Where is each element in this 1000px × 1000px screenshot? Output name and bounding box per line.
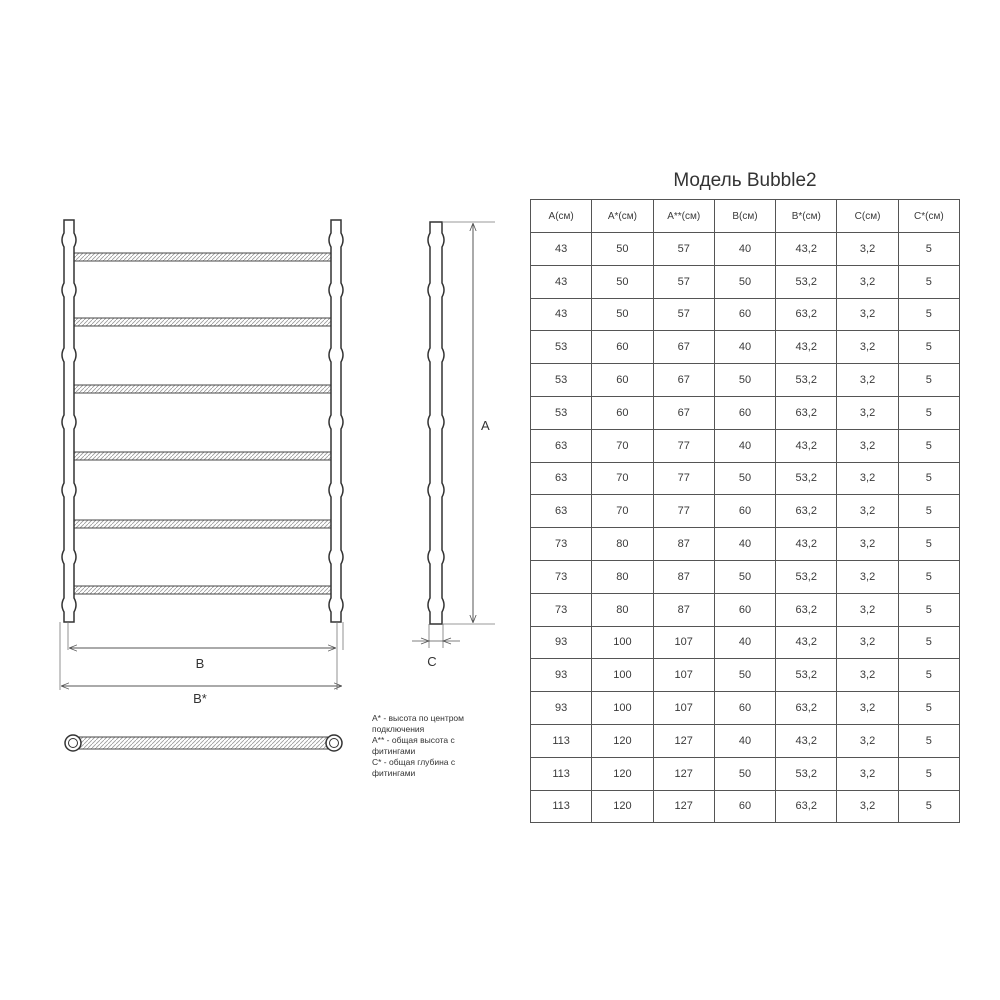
table-cell: 100 xyxy=(592,626,653,659)
front-view xyxy=(60,220,343,706)
table-cell: 3,2 xyxy=(837,462,898,495)
table-cell: 120 xyxy=(592,724,653,757)
table-cell: 3,2 xyxy=(837,528,898,561)
table-cell: 53 xyxy=(531,364,592,397)
table-cell: 63 xyxy=(531,495,592,528)
table-cell: 3,2 xyxy=(837,560,898,593)
side-rail xyxy=(428,222,444,624)
table-cell: 5 xyxy=(898,593,959,626)
table-cell: 93 xyxy=(531,659,592,692)
table-cell: 63,2 xyxy=(776,396,837,429)
table-cell: 43,2 xyxy=(776,626,837,659)
model-title: Модель Bubble2 xyxy=(673,170,817,191)
table-cell: 3,2 xyxy=(837,396,898,429)
table-cell: 53,2 xyxy=(776,560,837,593)
table-cell: 43 xyxy=(531,233,592,266)
table-row xyxy=(531,659,960,692)
header-a-double-star: A**(см) xyxy=(653,200,714,233)
dimension-b-star-label: B* xyxy=(193,691,207,706)
table-cell: 5 xyxy=(898,396,959,429)
table-cell: 50 xyxy=(714,265,775,298)
table-cell: 3,2 xyxy=(837,790,898,823)
table-cell: 50 xyxy=(592,265,653,298)
table-cell: 43,2 xyxy=(776,528,837,561)
table-cell: 100 xyxy=(592,692,653,725)
table-cell: 53,2 xyxy=(776,462,837,495)
table-cell: 67 xyxy=(653,331,714,364)
table-cell: 120 xyxy=(592,790,653,823)
table-cell: 70 xyxy=(592,495,653,528)
note-line: фитингами xyxy=(372,768,416,778)
table-cell: 53,2 xyxy=(776,364,837,397)
table-cell: 60 xyxy=(592,331,653,364)
table-row xyxy=(531,560,960,593)
table-cell: 3,2 xyxy=(837,626,898,659)
dimension-c-label: C xyxy=(427,654,437,669)
table-cell: 40 xyxy=(714,331,775,364)
table-cell: 40 xyxy=(714,528,775,561)
header-b-star: B*(см) xyxy=(776,200,837,233)
note-line: подключения xyxy=(372,724,425,734)
table-cell: 5 xyxy=(898,265,959,298)
table-cell: 3,2 xyxy=(837,298,898,331)
table-cell: 3,2 xyxy=(837,265,898,298)
table-cell: 5 xyxy=(898,626,959,659)
table-row xyxy=(531,265,960,298)
table-cell: 5 xyxy=(898,724,959,757)
table-cell: 5 xyxy=(898,495,959,528)
table-cell: 93 xyxy=(531,626,592,659)
table-cell: 67 xyxy=(653,364,714,397)
table-cell: 70 xyxy=(592,429,653,462)
table-cell: 63 xyxy=(531,429,592,462)
rung xyxy=(74,520,331,528)
table-cell: 50 xyxy=(592,298,653,331)
table-cell: 63,2 xyxy=(776,692,837,725)
table-cell: 5 xyxy=(898,462,959,495)
side-view xyxy=(412,222,495,669)
table-row xyxy=(531,462,960,495)
table-cell: 3,2 xyxy=(837,429,898,462)
left-rail xyxy=(62,220,76,622)
table-cell: 127 xyxy=(653,757,714,790)
table-cell: 60 xyxy=(714,790,775,823)
table-cell: 5 xyxy=(898,298,959,331)
table-cell: 60 xyxy=(592,364,653,397)
table-row xyxy=(531,331,960,364)
header-a-star: A*(см) xyxy=(592,200,653,233)
table-cell: 80 xyxy=(592,560,653,593)
table-row xyxy=(531,692,960,725)
table-row xyxy=(531,364,960,397)
top-view xyxy=(65,735,342,751)
table-row xyxy=(531,757,960,790)
table-cell: 50 xyxy=(714,757,775,790)
table-cell: 113 xyxy=(531,757,592,790)
table-cell: 80 xyxy=(592,593,653,626)
table-cell: 63,2 xyxy=(776,790,837,823)
rung xyxy=(74,385,331,393)
note-line: A* - высота по центром xyxy=(372,713,465,723)
note-line: фитингами xyxy=(372,746,416,756)
table-row xyxy=(531,233,960,266)
table-cell: 57 xyxy=(653,265,714,298)
table-cell: 3,2 xyxy=(837,659,898,692)
table-cell: 63,2 xyxy=(776,495,837,528)
table-cell: 5 xyxy=(898,233,959,266)
table-cell: 5 xyxy=(898,364,959,397)
table-cell: 67 xyxy=(653,396,714,429)
table-cell: 5 xyxy=(898,560,959,593)
table-cell: 40 xyxy=(714,233,775,266)
table-cell: 5 xyxy=(898,528,959,561)
table-row xyxy=(531,593,960,626)
dimensions-table xyxy=(530,199,960,823)
table-cell: 127 xyxy=(653,790,714,823)
table-cell: 43,2 xyxy=(776,233,837,266)
table-cell: 50 xyxy=(714,560,775,593)
table-cell: 3,2 xyxy=(837,692,898,725)
table-cell: 120 xyxy=(592,757,653,790)
table-cell: 77 xyxy=(653,495,714,528)
table-cell: 57 xyxy=(653,233,714,266)
table-cell: 43,2 xyxy=(776,724,837,757)
table-cell: 40 xyxy=(714,724,775,757)
table-row xyxy=(531,298,960,331)
table-cell: 73 xyxy=(531,593,592,626)
table-row xyxy=(531,790,960,823)
table-row xyxy=(531,429,960,462)
table-cell: 77 xyxy=(653,429,714,462)
table-cell: 3,2 xyxy=(837,233,898,266)
table-cell: 93 xyxy=(531,692,592,725)
table-row xyxy=(531,495,960,528)
table-cell: 87 xyxy=(653,560,714,593)
legend-notes xyxy=(372,713,507,779)
header-b: B(см) xyxy=(714,200,775,233)
table-cell: 77 xyxy=(653,462,714,495)
table-cell: 5 xyxy=(898,429,959,462)
table-cell: 60 xyxy=(714,396,775,429)
table-cell: 53,2 xyxy=(776,265,837,298)
dimension-a-label: A xyxy=(481,418,490,433)
table-cell: 57 xyxy=(653,298,714,331)
table-cell: 43 xyxy=(531,298,592,331)
table-cell: 73 xyxy=(531,528,592,561)
table-cell: 50 xyxy=(714,659,775,692)
table-cell: 3,2 xyxy=(837,724,898,757)
table-cell: 3,2 xyxy=(837,757,898,790)
table-row xyxy=(531,626,960,659)
table-cell: 63,2 xyxy=(776,593,837,626)
dimension-b-label: B xyxy=(195,656,205,671)
table-row xyxy=(531,528,960,561)
table-cell: 60 xyxy=(714,298,775,331)
table-cell: 63,2 xyxy=(776,298,837,331)
note-line: C* - общая глубина с xyxy=(372,757,456,767)
table-cell: 40 xyxy=(714,429,775,462)
table-cell: 113 xyxy=(531,790,592,823)
table-cell: 60 xyxy=(714,692,775,725)
table-cell: 40 xyxy=(714,626,775,659)
table-cell: 5 xyxy=(898,692,959,725)
rung xyxy=(74,452,331,460)
table-cell: 113 xyxy=(531,724,592,757)
table-cell: 80 xyxy=(592,528,653,561)
table-cell: 87 xyxy=(653,528,714,561)
table-cell: 70 xyxy=(592,462,653,495)
table-cell: 60 xyxy=(592,396,653,429)
table-row xyxy=(531,396,960,429)
table-cell: 5 xyxy=(898,790,959,823)
note-line: A** - общая высота с xyxy=(372,735,455,745)
table-cell: 50 xyxy=(714,462,775,495)
table-cell: 107 xyxy=(653,692,714,725)
table-cell: 53,2 xyxy=(776,757,837,790)
table-cell: 53 xyxy=(531,331,592,364)
table-cell: 53 xyxy=(531,396,592,429)
header-c: C(см) xyxy=(837,200,898,233)
table-cell: 5 xyxy=(898,757,959,790)
rung xyxy=(74,253,331,261)
table-cell: 60 xyxy=(714,495,775,528)
table-header-row xyxy=(531,200,960,233)
table-cell: 100 xyxy=(592,659,653,692)
table-cell: 73 xyxy=(531,560,592,593)
table-cell: 43 xyxy=(531,265,592,298)
right-rail xyxy=(329,220,343,622)
table-cell: 87 xyxy=(653,593,714,626)
rung xyxy=(74,318,331,326)
rung xyxy=(74,586,331,594)
table-cell: 5 xyxy=(898,331,959,364)
table-cell: 43,2 xyxy=(776,429,837,462)
table-row xyxy=(531,724,960,757)
table-cell: 107 xyxy=(653,659,714,692)
header-c-star: C*(см) xyxy=(898,200,959,233)
table-cell: 60 xyxy=(714,593,775,626)
table-cell: 50 xyxy=(714,364,775,397)
table-cell: 53,2 xyxy=(776,659,837,692)
table-cell: 3,2 xyxy=(837,364,898,397)
table-cell: 5 xyxy=(898,659,959,692)
table-cell: 3,2 xyxy=(837,495,898,528)
table-cell: 107 xyxy=(653,626,714,659)
table-cell: 63 xyxy=(531,462,592,495)
table-cell: 43,2 xyxy=(776,331,837,364)
table-cell: 3,2 xyxy=(837,331,898,364)
table-cell: 3,2 xyxy=(837,593,898,626)
table-cell: 127 xyxy=(653,724,714,757)
header-a: A(см) xyxy=(531,200,592,233)
table-cell: 50 xyxy=(592,233,653,266)
